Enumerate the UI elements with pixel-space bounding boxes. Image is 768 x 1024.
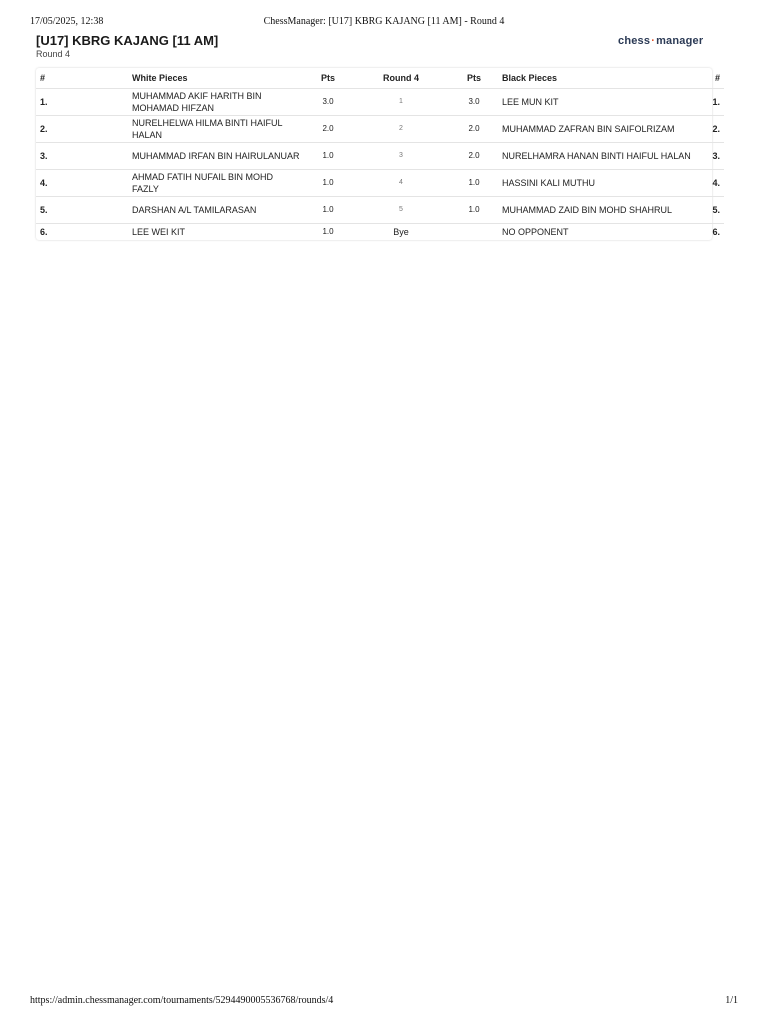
board-number: 1 bbox=[352, 89, 450, 116]
column-header-white: White Pieces bbox=[132, 73, 188, 83]
table-row bbox=[36, 197, 724, 224]
black-points: 2.0 bbox=[450, 143, 498, 170]
black-points: 3.0 bbox=[450, 89, 498, 116]
white-points: 3.0 bbox=[304, 89, 352, 116]
white-points: 1.0 bbox=[304, 224, 352, 241]
board-number: 4 bbox=[352, 170, 450, 197]
black-player[interactable]: HASSINI KALI MUTHU bbox=[498, 170, 698, 197]
page-title: [U17] KBRG KAJANG [11 AM] bbox=[36, 33, 219, 48]
logo-dot-icon: · bbox=[651, 35, 656, 47]
column-header-number-right: # bbox=[714, 73, 720, 83]
row-number-right: 1. bbox=[698, 89, 724, 116]
black-points: 1.0 bbox=[450, 197, 498, 224]
table-row bbox=[36, 224, 724, 241]
white-points: 2.0 bbox=[304, 116, 352, 143]
chessmanager-logo bbox=[618, 35, 703, 47]
logo-text-right: manager bbox=[656, 35, 704, 47]
row-number: 3. bbox=[36, 143, 128, 170]
table-row bbox=[36, 143, 724, 170]
table-header-row bbox=[36, 68, 724, 89]
row-number-right: 4. bbox=[698, 170, 724, 197]
table-row bbox=[36, 116, 724, 143]
white-points: 1.0 bbox=[304, 143, 352, 170]
black-points bbox=[450, 224, 498, 241]
white-player[interactable]: MUHAMMAD IRFAN BIN HAIRULANUAR bbox=[128, 143, 304, 170]
print-date: 17/05/2025, 12:38 bbox=[30, 16, 104, 27]
column-header-board: Round 4 bbox=[383, 73, 419, 83]
black-player[interactable]: LEE MUN KIT bbox=[498, 89, 698, 116]
table-row bbox=[36, 170, 724, 197]
white-player[interactable]: NURELHELWA HILMA BINTI HAIFUL HALAN bbox=[128, 116, 304, 143]
round-subtitle: Round 4 bbox=[36, 49, 71, 59]
pairings-table-container bbox=[36, 68, 720, 240]
board-number: 5 bbox=[352, 197, 450, 224]
board-number: 3 bbox=[352, 143, 450, 170]
white-player[interactable]: DARSHAN A/L TAMILARASAN bbox=[128, 197, 304, 224]
print-document-title: ChessManager: [U17] KBRG KAJANG [11 AM] - Round 4 bbox=[263, 16, 505, 27]
table-row bbox=[36, 89, 724, 116]
column-header-number: # bbox=[40, 73, 46, 83]
print-url[interactable]: https://admin.chessmanager.com/tournaments/5294490005536768/rounds/4 bbox=[30, 995, 334, 1006]
white-player[interactable]: LEE WEI KIT bbox=[128, 224, 304, 241]
pairings-table bbox=[36, 68, 724, 240]
black-player[interactable]: MUHAMMAD ZAFRAN BIN SAIFOLRIZAM bbox=[498, 116, 698, 143]
black-player[interactable]: NURELHAMRA HANAN BINTI HAIFUL HALAN bbox=[498, 143, 698, 170]
row-number: 4. bbox=[36, 170, 128, 197]
white-points: 1.0 bbox=[304, 170, 352, 197]
row-number: 2. bbox=[36, 116, 128, 143]
black-points: 1.0 bbox=[450, 170, 498, 197]
board-number: 2 bbox=[352, 116, 450, 143]
black-player: NO OPPONENT bbox=[498, 224, 698, 241]
white-player[interactable]: AHMAD FATIH NUFAIL BIN MOHD FAZLY bbox=[128, 170, 304, 197]
row-number-right: 5. bbox=[698, 197, 724, 224]
row-number: 6. bbox=[36, 224, 128, 241]
column-header-white-pts: Pts bbox=[320, 73, 335, 83]
row-number-right: 6. bbox=[698, 224, 724, 241]
page-number: 1/1 bbox=[725, 995, 738, 1006]
column-header-black-pts: Pts bbox=[466, 73, 481, 83]
white-player[interactable]: MUHAMMAD AKIF HARITH BIN MOHAMAD HIFZAN bbox=[128, 89, 304, 116]
white-points: 1.0 bbox=[304, 197, 352, 224]
title-block bbox=[36, 33, 218, 59]
black-points: 2.0 bbox=[450, 116, 498, 143]
column-header-black: Black Pieces bbox=[502, 73, 558, 83]
row-number: 5. bbox=[36, 197, 128, 224]
logo-text-left: chess bbox=[618, 35, 651, 47]
bye-label: Bye bbox=[352, 224, 450, 241]
black-player[interactable]: MUHAMMAD ZAID BIN MOHD SHAHRUL bbox=[498, 197, 698, 224]
row-number: 1. bbox=[36, 89, 128, 116]
row-number-right: 3. bbox=[698, 143, 724, 170]
row-number-right: 2. bbox=[698, 116, 724, 143]
